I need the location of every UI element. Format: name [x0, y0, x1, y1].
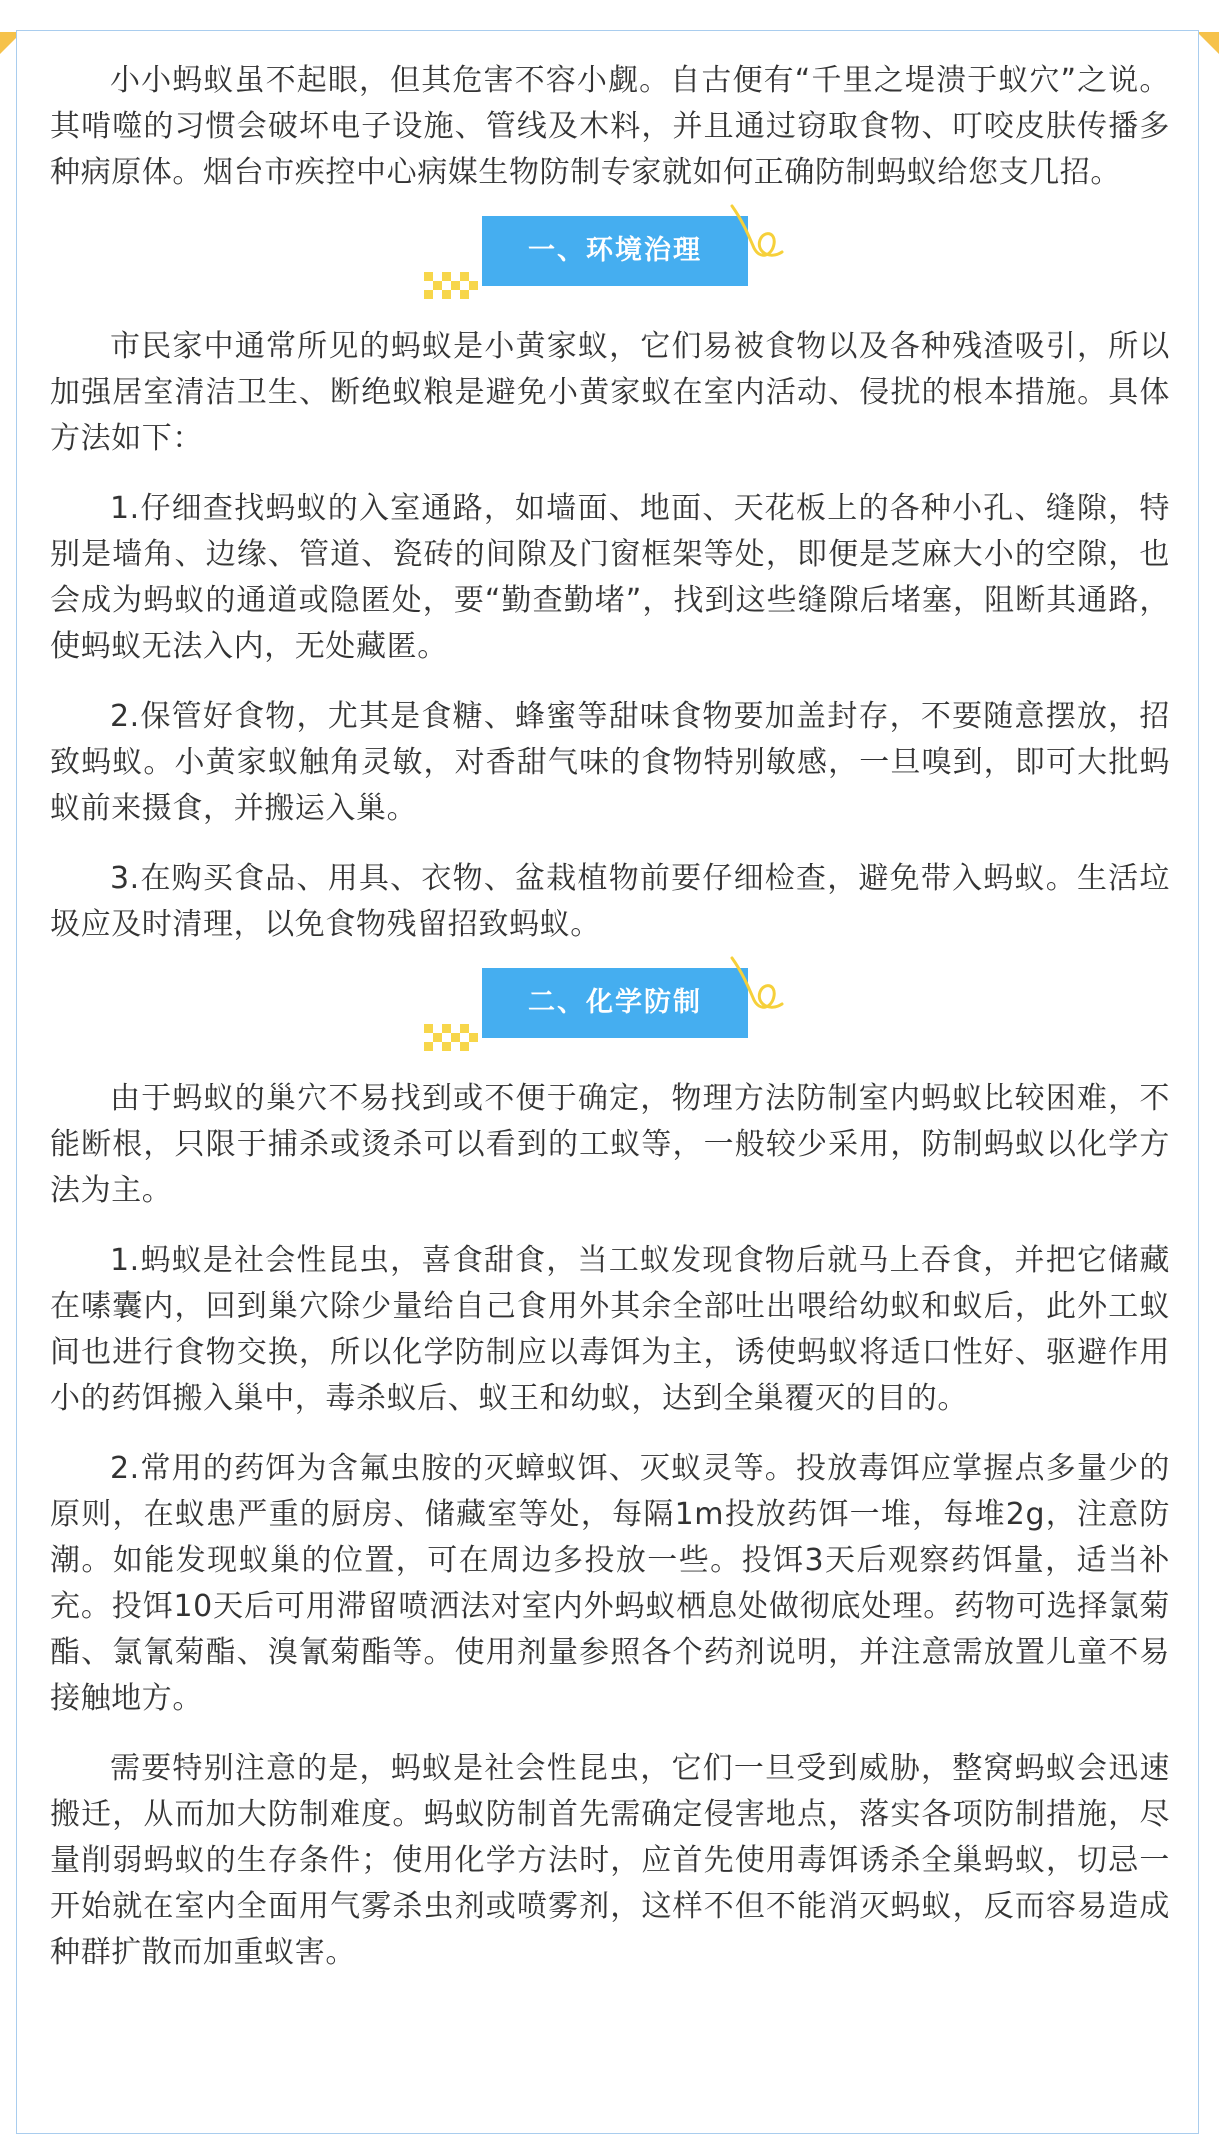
article-content [50, 58, 1170, 1976]
section2-item-1: 1.蚂蚁是社会性昆虫，喜食甜食，当工蚁发现食物后就马上吞食，并把它储藏在嗉囊内，回到巢穴除少量给自己食用外其余全部吐出喂给幼蚁和蚁后，此外工蚁间也进行食物交换，所以化学防制应以毒饵为主，诱使蚂蚁将适口性好、驱避作用小的药饵搬入巢中，毒杀蚁后、蚁王和幼蚁，达到全巢覆灭的目的。 [50, 1243, 1170, 1416]
section-title: 二、化学防制 [482, 968, 748, 1038]
swirl-decoration [724, 952, 794, 1022]
section1-item-1: 1.仔细查找蚂蚁的入室通路，如墙面、地面、天花板上的各种小孔、缝隙，特别是墙角、边缘、管道、瓷砖的间隙及门窗框架等处，即便是芝麻大小的空隙，也会成为蚂蚁的通道或隐匿处，要“勤查勤堵”，找到这些缝隙后堵塞，阻断其通路，使蚂蚁无法入内，无处藏匿。 [50, 491, 1170, 664]
checker-decoration [424, 272, 480, 300]
section1-item-2: 2.保管好食物，尤其是食糖、蜂蜜等甜味食物要加盖封存，不要随意摆放，招致蚂蚁。小黄家蚁触角灵敏，对香甜气味的食物特别敏感，一旦嗅到，即可大批蚂蚁前来摄食，并搬运入巢。 [50, 699, 1170, 826]
swirl-decoration [724, 200, 794, 270]
section1-item-3: 3.在购买食品、用具、衣物、盆栽植物前要仔细检查，避免带入蚂蚁。生活垃圾应及时清理，以免食物残留招致蚂蚁。 [50, 861, 1170, 942]
closing-paragraph: 需要特别注意的是，蚂蚁是社会性昆虫，它们一旦受到威胁，整窝蚂蚁会迅速搬迁，从而加大防制难度。蚂蚁防制首先需确定侵害地点，落实各项防制措施，尽量削弱蚂蚁的生存条件；使用化学方法时，应首先使用毒饵诱杀全巢蚂蚁，切忌一开始就在室内全面用气雾杀虫剂或喷雾剂，这样不但不能消灭蚂蚁，反而容易造成种群扩散而加重蚁害。 [50, 1751, 1170, 1970]
section2-intro: 由于蚂蚁的巢穴不易找到或不便于确定，物理方法防制室内蚂蚁比较困难，不能断根，只限于捕杀或烫杀可以看到的工蚁等，一般较少采用，防制蚂蚁以化学方法为主。 [50, 1081, 1170, 1208]
corner-decoration-right [1197, 32, 1219, 54]
section-heading-environment [50, 214, 1170, 312]
section1-intro: 市民家中通常所见的蚂蚁是小黄家蚁，它们易被食物以及各种残渣吸引，所以加强居室清洁卫生、断绝蚁粮是避免小黄家蚁在室内活动、侵扰的根本措施。具体方法如下： [50, 329, 1170, 456]
section2-item-2: 2.常用的药饵为含氟虫胺的灭蟑蚁饵、灭蚁灵等。投放毒饵应掌握点多量少的原则，在蚁患严重的厨房、储藏室等处，每隔1m投放药饵一堆，每堆2g，注意防潮。如能发现蚁巢的位置，可在周边多投放一些。投饵3天后观察药饵量，适当补充。投饵10天后可用滞留喷洒法对室内外蚂蚁栖息处做彻底处理。药物可选择氯菊酯、氯氰菊酯、溴氰菊酯等。使用剂量参照各个药剂说明，并注意需放置儿童不易接触地方。 [50, 1451, 1170, 1716]
intro-paragraph: 小小蚂蚁虽不起眼，但其危害不容小觑。自古便有“千里之堤溃于蚁穴”之说。其啃噬的习惯会破坏电子设施、管线及木料，并且通过窃取食物、叮咬皮肤传播多种病原体。烟台市疾控中心病媒生物防制专家就如何正确防制蚂蚁给您支几招。 [50, 63, 1170, 190]
section-heading-chemical [50, 966, 1170, 1064]
checker-decoration [424, 1024, 480, 1052]
section-title: 一、环境治理 [482, 216, 748, 286]
